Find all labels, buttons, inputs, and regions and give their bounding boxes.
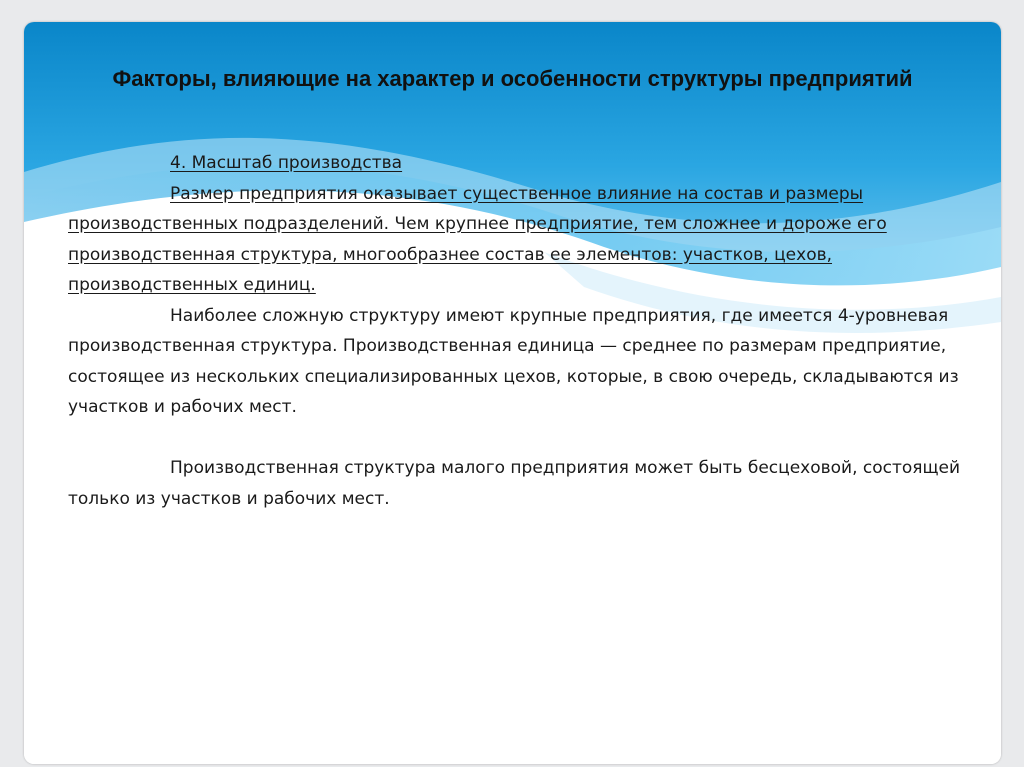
paragraph-3: Производственная структура малого предприятия может быть бесцеховой, состоящей только из участков и рабочих мест. [68,458,961,509]
paragraph-spacer [68,423,968,454]
slide-title: Факторы, влияющие на характер и особенности структуры предприятий [112,66,913,91]
slide [24,22,1001,764]
paragraph-1: Размер предприятия оказывает существенное влияние на состав и размеры производственных подразделений. Чем крупнее предприятие, тем сложнее и дороже его производственная структура, многообразнее состав ее элементов: участков, цехов, производственных единиц. [68,183,887,295]
paragraph-2: Наиболее сложную структуру имеют крупные предприятия, где имеется 4-уровневая производственная структура. Производственная единица — среднее по размерам предприятие, состоящее из нескольких специализированных цехов, которые, в свою очередь, складываются из участков и рабочих мест. [68,305,959,417]
section-heading: 4. Масштаб производства [170,153,403,173]
slide-body [68,148,968,514]
